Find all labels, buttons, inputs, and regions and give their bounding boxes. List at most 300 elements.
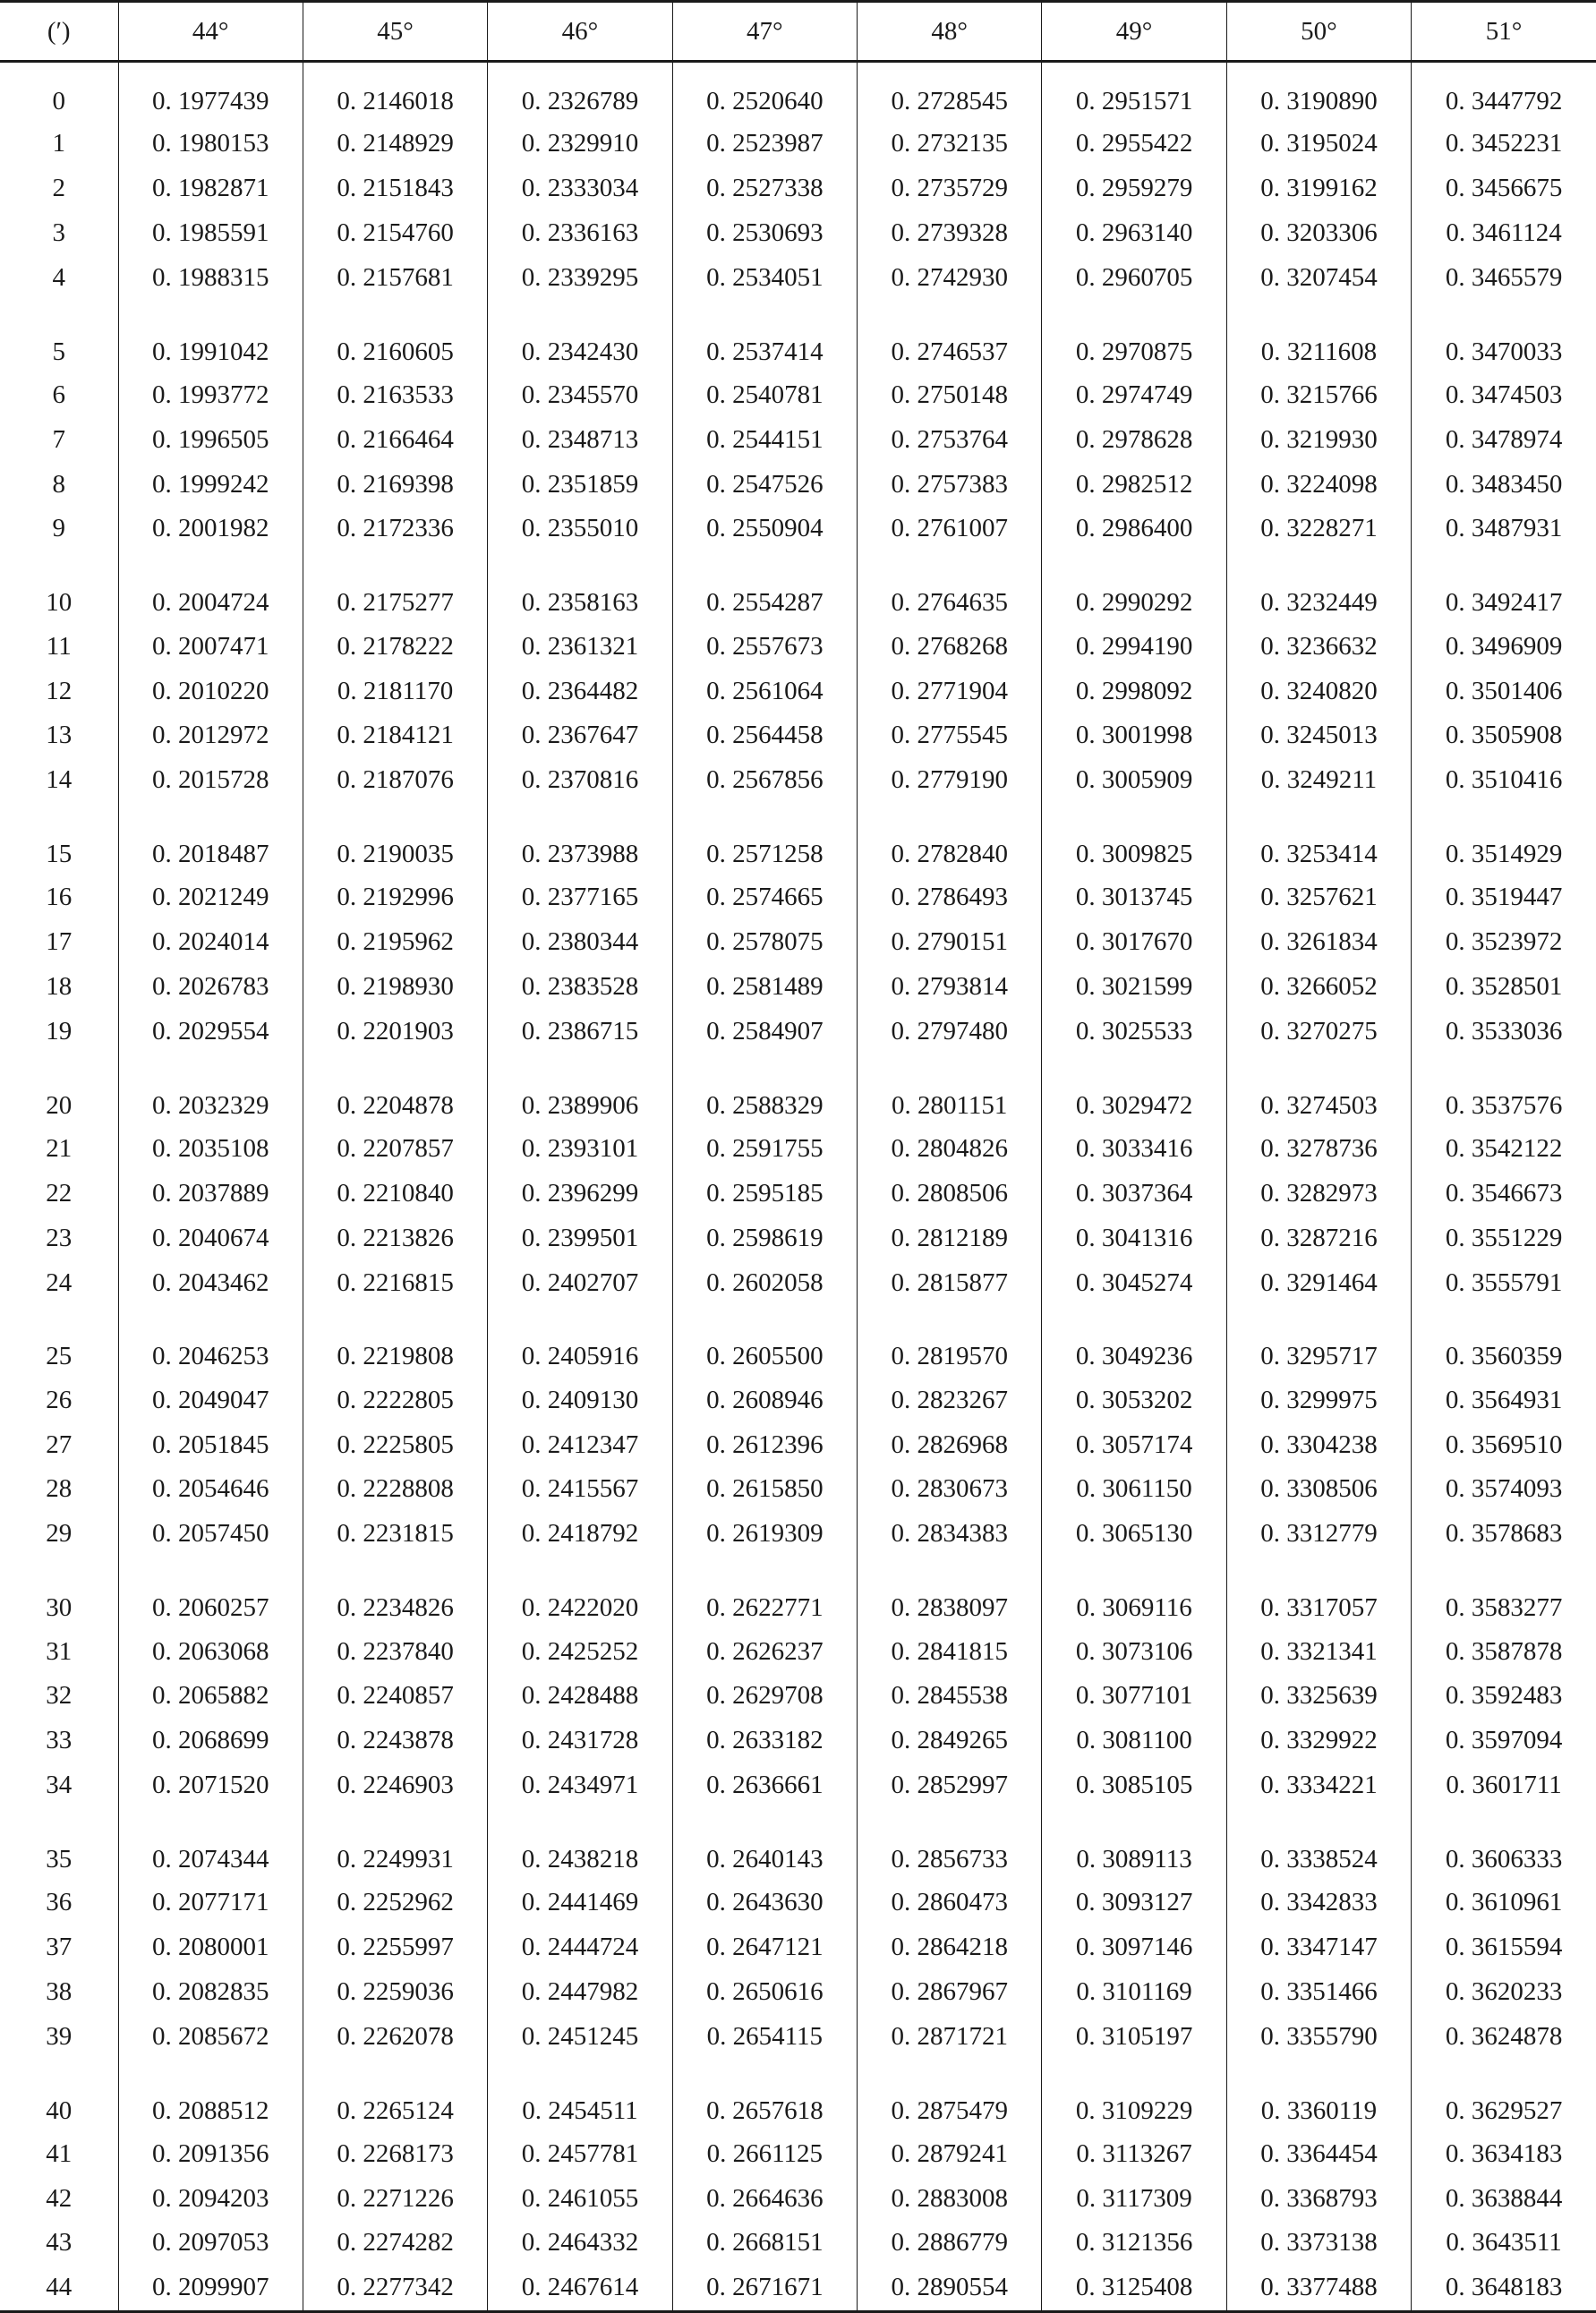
header-degree: 50°: [1226, 2, 1411, 62]
value-cell: 0. 3077101: [1042, 1674, 1226, 1719]
value-cell: 0. 3278736: [1226, 1127, 1411, 1172]
value-cell: 0. 3620233: [1412, 1969, 1596, 2014]
value-cell: 0. 2060257: [118, 1557, 303, 1630]
value-cell: 0. 2198930: [303, 965, 487, 1010]
value-cell: 0. 2339295: [488, 255, 672, 300]
value-cell: 0. 3528501: [1412, 965, 1596, 1010]
value-cell: 0. 3232449: [1226, 551, 1411, 625]
value-cell: 0. 3025533: [1042, 1009, 1226, 1054]
value-cell: 0. 2243878: [303, 1719, 487, 1763]
value-cell: 0. 2647121: [672, 1925, 857, 1970]
value-cell: 0. 2015728: [118, 758, 303, 803]
value-cell: 0. 2342430: [488, 300, 672, 373]
value-cell: 0. 3377488: [1226, 2266, 1411, 2311]
value-cell: 0. 3291464: [1226, 1260, 1411, 1305]
header-degree: 51°: [1412, 2, 1596, 62]
value-cell: 0. 2467614: [488, 2266, 672, 2311]
value-cell: 0. 2195962: [303, 920, 487, 965]
value-cell: 0. 2326789: [488, 62, 672, 123]
table-row: [0, 551, 1596, 625]
value-cell: 0. 2527338: [672, 166, 857, 211]
value-cell: 0. 2154760: [303, 211, 487, 256]
value-cell: 0. 3546673: [1412, 1172, 1596, 1216]
value-cell: 0. 2373988: [488, 803, 672, 876]
value-cell: 0. 2024014: [118, 920, 303, 965]
value-cell: 0. 2636661: [672, 1763, 857, 1808]
value-cell: 0. 3049236: [1042, 1305, 1226, 1378]
minute-cell: 21: [46, 1134, 73, 1164]
value-cell: 0. 1996505: [118, 417, 303, 462]
value-cell: 0. 2595185: [672, 1172, 857, 1216]
value-cell: 0. 3629527: [1412, 2059, 1596, 2132]
value-cell: 0. 1977439: [118, 62, 303, 123]
value-cell: 0. 3005909: [1042, 758, 1226, 803]
value-cell: 0. 2974749: [1042, 373, 1226, 418]
value-cell: 0. 3447792: [1412, 62, 1596, 123]
value-cell: 0. 2166464: [303, 417, 487, 462]
value-cell: 0. 2367647: [488, 713, 672, 758]
value-cell: 0. 3299975: [1226, 1378, 1411, 1422]
minute-cell: 39: [46, 2021, 73, 2051]
value-cell: 0. 3041316: [1042, 1216, 1226, 1260]
value-cell: 0. 3487931: [1412, 507, 1596, 551]
value-cell: 0. 3017670: [1042, 920, 1226, 965]
value-cell: 0. 2389906: [488, 1054, 672, 1127]
minute-cell: 1: [52, 129, 65, 158]
value-cell: 0. 2963140: [1042, 211, 1226, 256]
value-cell: 0. 1993772: [118, 373, 303, 418]
value-cell: 0. 2012972: [118, 713, 303, 758]
value-cell: 0. 2671671: [672, 2266, 857, 2311]
value-cell: 0. 3474503: [1412, 373, 1596, 418]
value-cell: 0. 2654115: [672, 2014, 857, 2059]
value-cell: 0. 2054646: [118, 1467, 303, 1512]
value-cell: 0. 3523972: [1412, 920, 1596, 965]
value-cell: 0. 2540781: [672, 373, 857, 418]
table-row: [0, 507, 1596, 551]
value-cell: 0. 2970875: [1042, 300, 1226, 373]
value-cell: 0. 3089113: [1042, 1807, 1226, 1881]
value-cell: 0. 2370816: [488, 758, 672, 803]
value-cell: 0. 3211608: [1226, 300, 1411, 373]
value-cell: 0. 2867967: [858, 1969, 1042, 2014]
value-cell: 0. 2591755: [672, 1127, 857, 1172]
value-cell: 0. 3109229: [1042, 2059, 1226, 2132]
value-cell: 0. 3569510: [1412, 1422, 1596, 1467]
minute-cell: 2: [52, 174, 65, 203]
value-cell: 0. 3606333: [1412, 1807, 1596, 1881]
value-cell: 0. 2994190: [1042, 624, 1226, 669]
table-row: [0, 965, 1596, 1010]
value-cell: 0. 2875479: [858, 2059, 1042, 2132]
value-cell: 0. 2629708: [672, 1674, 857, 1719]
value-cell: 0. 3093127: [1042, 1881, 1226, 1925]
value-cell: 0. 3452231: [1412, 122, 1596, 166]
value-cell: 0. 2172336: [303, 507, 487, 551]
value-cell: 0. 2277342: [303, 2266, 487, 2311]
value-cell: 0. 2268173: [303, 2132, 487, 2177]
value-cell: 0. 3360119: [1226, 2059, 1411, 2132]
value-cell: 0. 2793814: [858, 965, 1042, 1010]
value-cell: 0. 2035108: [118, 1127, 303, 1172]
value-cell: 0. 3009825: [1042, 803, 1226, 876]
table-row: [0, 2176, 1596, 2221]
minute-cell: 30: [46, 1593, 73, 1623]
value-cell: 0. 2351859: [488, 462, 672, 507]
value-cell: 0. 2409130: [488, 1378, 672, 1422]
value-cell: 0. 2819570: [858, 1305, 1042, 1378]
value-cell: 0. 3587878: [1412, 1629, 1596, 1674]
value-cell: 0. 2544151: [672, 417, 857, 462]
value-cell: 0. 2085672: [118, 2014, 303, 2059]
value-cell: 0. 2018487: [118, 803, 303, 876]
minute-cell: 7: [52, 424, 65, 454]
minute-cell: 17: [46, 927, 73, 957]
value-cell: 0. 3045274: [1042, 1260, 1226, 1305]
value-cell: 0. 2377165: [488, 875, 672, 920]
minute-cell: 3: [52, 218, 65, 247]
minute-cell: 38: [46, 1976, 73, 2006]
table-row: [0, 1054, 1596, 1127]
value-cell: 0. 2454511: [488, 2059, 672, 2132]
value-cell: 0. 2534051: [672, 255, 857, 300]
header-degree: 44°: [118, 2, 303, 62]
value-cell: 0. 2068699: [118, 1719, 303, 1763]
value-cell: 0. 2990292: [1042, 551, 1226, 625]
header-degree: 45°: [303, 2, 487, 62]
value-cell: 0. 2234826: [303, 1557, 487, 1630]
value-cell: 0. 2547526: [672, 462, 857, 507]
value-cell: 0. 2732135: [858, 122, 1042, 166]
value-cell: 0. 2001982: [118, 507, 303, 551]
value-cell: 0. 2959279: [1042, 166, 1226, 211]
value-cell: 0. 2838097: [858, 1557, 1042, 1630]
value-cell: 0. 3228271: [1226, 507, 1411, 551]
value-cell: 0. 2088512: [118, 2059, 303, 2132]
value-cell: 0. 2274282: [303, 2221, 487, 2266]
value-cell: 0. 2845538: [858, 1674, 1042, 1719]
header-degree: 47°: [672, 2, 857, 62]
value-cell: 0. 3312779: [1226, 1512, 1411, 1557]
minute-cell: 42: [46, 2183, 73, 2213]
value-cell: 0. 3638844: [1412, 2176, 1596, 2221]
value-cell: 0. 3117309: [1042, 2176, 1226, 2221]
value-cell: 0. 3551229: [1412, 1216, 1596, 1260]
header-degree: 48°: [858, 2, 1042, 62]
value-cell: 0. 2742930: [858, 255, 1042, 300]
minute-cell: 8: [52, 469, 65, 499]
value-cell: 0. 3282973: [1226, 1172, 1411, 1216]
value-cell: 0. 3321341: [1226, 1629, 1411, 1674]
value-cell: 0. 2633182: [672, 1719, 857, 1763]
value-cell: 0. 3013745: [1042, 875, 1226, 920]
value-cell: 0. 2883008: [858, 2176, 1042, 2221]
value-cell: 0. 2664636: [672, 2176, 857, 2221]
value-cell: 0. 2834383: [858, 1512, 1042, 1557]
table-row: [0, 1969, 1596, 2014]
value-cell: 0. 3249211: [1226, 758, 1411, 803]
value-cell: 0. 2447982: [488, 1969, 672, 2014]
value-cell: 0. 2007471: [118, 624, 303, 669]
value-cell: 0. 3537576: [1412, 1054, 1596, 1127]
value-cell: 0. 2431728: [488, 1719, 672, 1763]
value-cell: 0. 2219808: [303, 1305, 487, 1378]
table-row: [0, 803, 1596, 876]
value-cell: 0. 2554287: [672, 551, 857, 625]
value-cell: 0. 3029472: [1042, 1054, 1226, 1127]
value-cell: 0. 2026783: [118, 965, 303, 1010]
table-row: [0, 417, 1596, 462]
table-row: [0, 166, 1596, 211]
value-cell: 0. 3037364: [1042, 1172, 1226, 1216]
value-cell: 0. 3215766: [1226, 373, 1411, 418]
value-cell: 0. 2265124: [303, 2059, 487, 2132]
value-cell: 0. 2361321: [488, 624, 672, 669]
value-cell: 0. 2871721: [858, 2014, 1042, 2059]
table-row: [0, 2132, 1596, 2177]
value-cell: 0. 2668151: [672, 2221, 857, 2266]
minute-cell: 14: [46, 765, 73, 795]
value-cell: 0. 2358163: [488, 551, 672, 625]
value-cell: 0. 2461055: [488, 2176, 672, 2221]
value-cell: 0. 2464332: [488, 2221, 672, 2266]
value-cell: 0. 2402707: [488, 1260, 672, 1305]
value-cell: 0. 2396299: [488, 1172, 672, 1216]
value-cell: 0. 2438218: [488, 1807, 672, 1881]
table-row: [0, 2014, 1596, 2059]
value-cell: 0. 3501406: [1412, 669, 1596, 713]
value-cell: 0. 3257621: [1226, 875, 1411, 920]
value-cell: 0. 3514929: [1412, 803, 1596, 876]
value-cell: 0. 2860473: [858, 1881, 1042, 1925]
value-cell: 0. 2201903: [303, 1009, 487, 1054]
value-cell: 0. 2336163: [488, 211, 672, 256]
value-cell: 0. 3610961: [1412, 1881, 1596, 1925]
minute-cell: 19: [46, 1016, 73, 1046]
value-cell: 0. 2750148: [858, 373, 1042, 418]
value-cell: 0. 2782840: [858, 803, 1042, 876]
value-cell: 0. 2393101: [488, 1127, 672, 1172]
value-cell: 0. 2578075: [672, 920, 857, 965]
value-cell: 0. 3338524: [1226, 1807, 1411, 1881]
minute-cell: 29: [46, 1519, 73, 1549]
value-cell: 0. 2148929: [303, 122, 487, 166]
value-cell: 0. 2237840: [303, 1629, 487, 1674]
minute-cell: 16: [46, 883, 73, 912]
table-row: [0, 1674, 1596, 1719]
value-cell: 0. 2864218: [858, 1925, 1042, 1970]
value-cell: 0. 3510416: [1412, 758, 1596, 803]
value-cell: 0. 2626237: [672, 1629, 857, 1674]
value-cell: 0. 3583277: [1412, 1557, 1596, 1630]
value-cell: 0. 3456675: [1412, 166, 1596, 211]
value-cell: 0. 2643630: [672, 1881, 857, 1925]
table-row: [0, 1305, 1596, 1378]
value-cell: 0. 2178222: [303, 624, 487, 669]
value-cell: 0. 3057174: [1042, 1422, 1226, 1467]
value-cell: 0. 2046253: [118, 1305, 303, 1378]
value-cell: 0. 3364454: [1226, 2132, 1411, 2177]
value-cell: 0. 3519447: [1412, 875, 1596, 920]
table-row: [0, 1763, 1596, 1808]
value-cell: 0. 3368793: [1226, 2176, 1411, 2221]
table-body: [0, 62, 1596, 2312]
value-cell: 0. 2550904: [672, 507, 857, 551]
minute-cell: 34: [46, 1770, 73, 1799]
value-cell: 0. 3347147: [1226, 1925, 1411, 1970]
value-cell: 0. 2057450: [118, 1512, 303, 1557]
table-row: [0, 1925, 1596, 1970]
value-cell: 0. 3121356: [1042, 2221, 1226, 2266]
minute-cell: 40: [46, 2095, 73, 2125]
value-cell: 0. 2640143: [672, 1807, 857, 1881]
value-cell: 0. 3207454: [1226, 255, 1411, 300]
value-cell: 0. 2886779: [858, 2221, 1042, 2266]
value-cell: 0. 2608946: [672, 1378, 857, 1422]
value-cell: 0. 2622771: [672, 1557, 857, 1630]
value-cell: 0. 3373138: [1226, 2221, 1411, 2266]
value-cell: 0. 2063068: [118, 1629, 303, 1674]
value-cell: 0. 2581489: [672, 965, 857, 1010]
value-cell: 0. 3329922: [1226, 1719, 1411, 1763]
value-cell: 0. 2355010: [488, 507, 672, 551]
value-cell: 0. 2029554: [118, 1009, 303, 1054]
value-cell: 0. 3648183: [1412, 2266, 1596, 2311]
minute-cell: 4: [52, 262, 65, 292]
table-row: [0, 1422, 1596, 1467]
value-cell: 0. 2399501: [488, 1216, 672, 1260]
value-cell: 0. 3592483: [1412, 1674, 1596, 1719]
value-cell: 0. 2557673: [672, 624, 857, 669]
value-cell: 0. 2523987: [672, 122, 857, 166]
value-cell: 0. 2428488: [488, 1674, 672, 1719]
table-row: [0, 669, 1596, 713]
value-cell: 0. 3643511: [1412, 2221, 1596, 2266]
table-row: [0, 122, 1596, 166]
minute-cell: 41: [46, 2138, 73, 2168]
value-cell: 0. 2329910: [488, 122, 672, 166]
value-cell: 0. 3081100: [1042, 1719, 1226, 1763]
table-row: [0, 1557, 1596, 1630]
table-row: [0, 1807, 1596, 1881]
value-cell: 0. 1982871: [118, 166, 303, 211]
value-cell: 0. 2657618: [672, 2059, 857, 2132]
minute-cell: 0: [52, 87, 65, 115]
table-row: [0, 1172, 1596, 1216]
value-cell: 0. 2612396: [672, 1422, 857, 1467]
value-cell: 0. 2771904: [858, 669, 1042, 713]
value-cell: 0. 2249931: [303, 1807, 487, 1881]
minute-cell: 28: [46, 1474, 73, 1504]
value-cell: 0. 2761007: [858, 507, 1042, 551]
minute-cell: 25: [46, 1342, 73, 1371]
value-cell: 0. 3061150: [1042, 1467, 1226, 1512]
value-cell: 0. 3190890: [1226, 62, 1411, 123]
value-cell: 0. 3334221: [1226, 1763, 1411, 1808]
minute-cell: 37: [46, 1933, 73, 1961]
value-cell: 0. 2598619: [672, 1216, 857, 1260]
header-minutes: (′): [0, 2, 118, 62]
table-row: [0, 373, 1596, 418]
value-cell: 0. 2960705: [1042, 255, 1226, 300]
value-cell: 0. 2564458: [672, 713, 857, 758]
table-row: [0, 1719, 1596, 1763]
value-cell: 0. 2441469: [488, 1881, 672, 1925]
value-cell: 0. 2804826: [858, 1127, 1042, 1172]
value-cell: 0. 2849265: [858, 1719, 1042, 1763]
value-cell: 0. 2151843: [303, 166, 487, 211]
value-cell: 0. 3351466: [1226, 1969, 1411, 2014]
value-cell: 0. 2271226: [303, 2176, 487, 2221]
value-cell: 0. 2588329: [672, 1054, 857, 1127]
value-cell: 0. 2169398: [303, 462, 487, 507]
value-cell: 0. 2051845: [118, 1422, 303, 1467]
value-cell: 0. 2605500: [672, 1305, 857, 1378]
value-cell: 0. 2574665: [672, 875, 857, 920]
value-cell: 0. 2080001: [118, 1925, 303, 1970]
value-cell: 0. 2210840: [303, 1172, 487, 1216]
header-degree: 46°: [488, 2, 672, 62]
value-cell: 0. 3578683: [1412, 1512, 1596, 1557]
value-cell: 0. 3053202: [1042, 1378, 1226, 1422]
value-cell: 0. 2650616: [672, 1969, 857, 2014]
value-cell: 0. 2222805: [303, 1378, 487, 1422]
minute-cell: 44: [0, 2266, 118, 2311]
table-row: [0, 920, 1596, 965]
value-cell: 0. 2584907: [672, 1009, 857, 1054]
value-cell: 0. 3085105: [1042, 1763, 1226, 1808]
value-cell: 0. 2345570: [488, 373, 672, 418]
minute-cell: 26: [46, 1385, 73, 1414]
value-cell: 0. 2801151: [858, 1054, 1042, 1127]
value-cell: 0. 2955422: [1042, 122, 1226, 166]
value-cell: 0. 3325639: [1226, 1674, 1411, 1719]
value-cell: 0. 2207857: [303, 1127, 487, 1172]
value-cell: 0. 2146018: [303, 62, 487, 123]
value-cell: 0. 2757383: [858, 462, 1042, 507]
value-cell: 0. 3105197: [1042, 2014, 1226, 2059]
value-cell: 0. 3224098: [1226, 462, 1411, 507]
value-cell: 0. 3342833: [1226, 1881, 1411, 1925]
value-cell: 0. 3033416: [1042, 1127, 1226, 1172]
table-row: [0, 1009, 1596, 1054]
value-cell: 0. 2333034: [488, 166, 672, 211]
value-cell: 0. 2619309: [672, 1512, 857, 1557]
value-cell: 0. 2175277: [303, 551, 487, 625]
value-cell: 0. 3253414: [1226, 803, 1411, 876]
value-cell: 0. 2986400: [1042, 507, 1226, 551]
value-cell: 0. 3274503: [1226, 1054, 1411, 1127]
value-cell: 0. 3199162: [1226, 166, 1411, 211]
value-cell: 0. 2082835: [118, 1969, 303, 2014]
value-cell: 0. 2823267: [858, 1378, 1042, 1422]
value-cell: 0. 2380344: [488, 920, 672, 965]
value-cell: 0. 2383528: [488, 965, 672, 1010]
value-cell: 0. 1988315: [118, 255, 303, 300]
value-cell: 0. 3483450: [1412, 462, 1596, 507]
value-cell: 0. 2065882: [118, 1674, 303, 1719]
value-cell: 0. 2231815: [303, 1512, 487, 1557]
value-cell: 0. 2779190: [858, 758, 1042, 803]
value-cell: 0. 3195024: [1226, 122, 1411, 166]
table-row: [0, 1629, 1596, 1674]
table-row: [0, 211, 1596, 256]
value-cell: 0. 2262078: [303, 2014, 487, 2059]
value-cell: 0. 2735729: [858, 166, 1042, 211]
value-cell: 0. 3287216: [1226, 1216, 1411, 1260]
minute-cell: 11: [46, 631, 72, 661]
value-cell: 0. 3492417: [1412, 551, 1596, 625]
